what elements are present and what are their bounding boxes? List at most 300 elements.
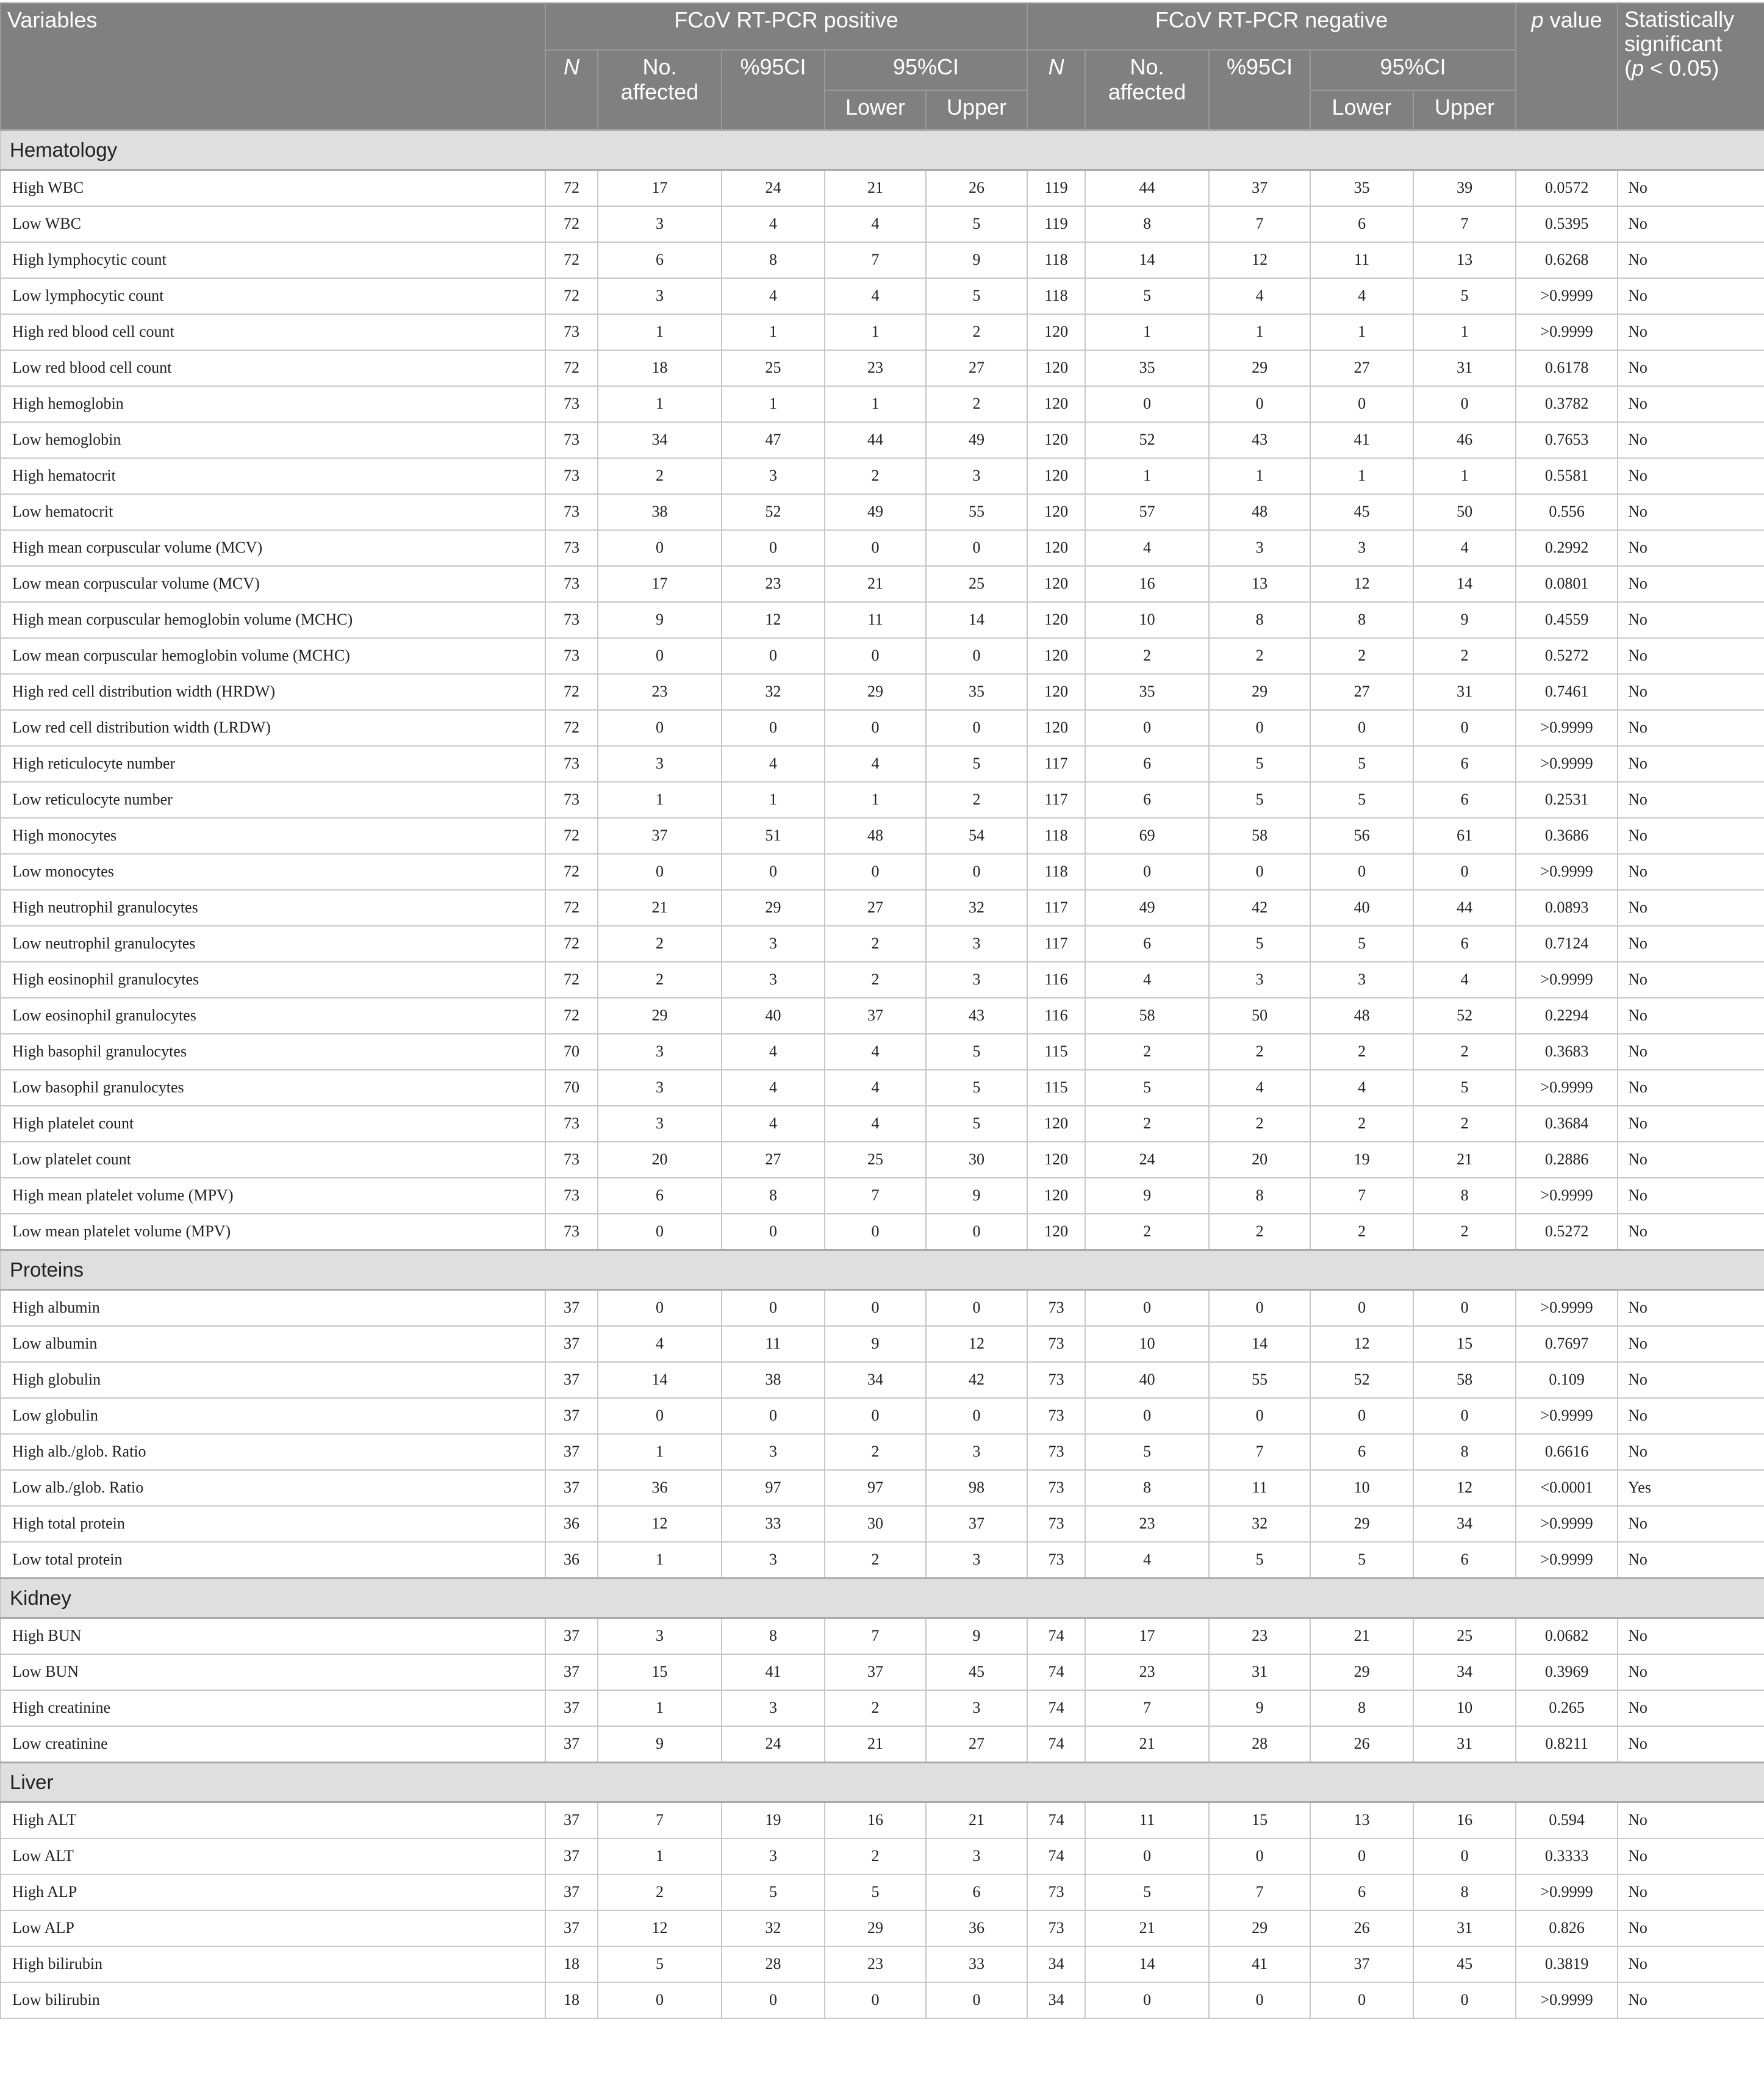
cell-pos-n: 73	[545, 386, 598, 422]
cell-pos-upper: 5	[926, 1070, 1027, 1106]
cell-neg-pct-ci: 0	[1209, 1289, 1310, 1326]
cell-variable: Low BUN	[1, 1654, 545, 1690]
cell-pos-pct-ci: 4	[722, 1070, 825, 1106]
cell-pos-n: 72	[545, 242, 598, 278]
cell-pos-n: 70	[545, 1034, 598, 1070]
cell-neg-pct-ci: 48	[1209, 494, 1310, 530]
cell-pos-n: 37	[545, 1289, 598, 1326]
table-row	[1, 170, 1764, 206]
cell-neg-upper: 46	[1413, 422, 1516, 458]
cell-neg-affected: 24	[1085, 1142, 1209, 1178]
cell-p-value: 0.3782	[1516, 386, 1618, 422]
cell-pos-pct-ci: 40	[722, 998, 825, 1034]
cell-p-value: 0.5272	[1516, 1214, 1618, 1250]
cell-pos-pct-ci: 0	[722, 1982, 825, 2018]
cell-neg-upper: 4	[1413, 530, 1516, 566]
cell-neg-upper: 0	[1413, 1982, 1516, 2018]
cell-significant: No	[1618, 710, 1764, 746]
cell-pos-affected: 36	[598, 1470, 722, 1506]
cell-significant: No	[1618, 242, 1764, 278]
cell-neg-n: 73	[1027, 1434, 1085, 1470]
cell-variable: Low albumin	[1, 1326, 545, 1362]
cell-pos-affected: 17	[598, 170, 722, 206]
cell-neg-pct-ci: 2	[1209, 1034, 1310, 1070]
cell-neg-pct-ci: 29	[1209, 1910, 1310, 1946]
cell-pos-lower: 2	[825, 1434, 926, 1470]
cell-variable: High bilirubin	[1, 1946, 545, 1982]
cell-neg-n: 116	[1027, 962, 1085, 998]
cell-neg-upper: 4	[1413, 962, 1516, 998]
cell-neg-upper: 6	[1413, 926, 1516, 962]
cell-pos-lower: 49	[825, 494, 926, 530]
n-label: N	[564, 54, 579, 79]
cell-neg-lower: 0	[1310, 1982, 1413, 2018]
cell-neg-lower: 3	[1310, 530, 1413, 566]
cell-p-value: >0.9999	[1516, 1070, 1618, 1106]
cell-pos-affected: 37	[598, 818, 722, 854]
header-neg-ci: 95%CI	[1310, 50, 1516, 90]
cell-neg-n: 120	[1027, 1178, 1085, 1214]
cell-significant: No	[1618, 1838, 1764, 1874]
cell-neg-affected: 4	[1085, 962, 1209, 998]
cell-pos-pct-ci: 0	[722, 1214, 825, 1250]
header-neg-affected: No. affected	[1085, 50, 1209, 130]
cell-pos-pct-ci: 3	[722, 1542, 825, 1579]
cell-pos-n: 73	[545, 1178, 598, 1214]
cell-pos-n: 73	[545, 1106, 598, 1142]
cell-neg-upper: 34	[1413, 1654, 1516, 1690]
cell-significant: No	[1618, 386, 1764, 422]
cell-pos-pct-ci: 47	[722, 422, 825, 458]
cell-variable: Low monocytes	[1, 854, 545, 890]
cell-pos-affected: 3	[598, 206, 722, 242]
cell-neg-pct-ci: 2	[1209, 1106, 1310, 1142]
cell-pos-upper: 6	[926, 1874, 1027, 1910]
cell-neg-n: 120	[1027, 1142, 1085, 1178]
cell-pos-pct-ci: 29	[722, 890, 825, 926]
cell-pos-lower: 0	[825, 530, 926, 566]
cell-pos-upper: 0	[926, 1214, 1027, 1250]
table-row	[1, 998, 1764, 1034]
cell-variable: Low bilirubin	[1, 1982, 545, 2018]
cell-neg-lower: 26	[1310, 1726, 1413, 1763]
cell-neg-affected: 0	[1085, 1838, 1209, 1874]
cell-neg-lower: 4	[1310, 278, 1413, 314]
cell-significant: No	[1618, 278, 1764, 314]
cell-p-value: 0.3333	[1516, 1838, 1618, 1874]
header-pos-n	[545, 50, 598, 130]
cell-variable: High lymphocytic count	[1, 242, 545, 278]
cell-variable: High mean corpuscular hemoglobin volume (MCHC)	[1, 602, 545, 638]
cell-pos-upper: 5	[926, 1106, 1027, 1142]
cell-pos-lower: 0	[825, 1289, 926, 1326]
cell-neg-upper: 0	[1413, 386, 1516, 422]
cell-pos-upper: 3	[926, 1542, 1027, 1579]
cell-significant: No	[1618, 1326, 1764, 1362]
cell-neg-n: 119	[1027, 170, 1085, 206]
cell-pos-pct-ci: 3	[722, 458, 825, 494]
cell-neg-pct-ci: 37	[1209, 170, 1310, 206]
cell-neg-n: 73	[1027, 1289, 1085, 1326]
cell-pos-n: 37	[545, 1802, 598, 1838]
header-pos-lower: Lower	[825, 90, 926, 130]
cell-neg-pct-ci: 29	[1209, 674, 1310, 710]
cell-neg-pct-ci: 8	[1209, 602, 1310, 638]
cell-neg-lower: 2	[1310, 638, 1413, 674]
cell-pos-lower: 0	[825, 1398, 926, 1434]
cell-variable: High hemoglobin	[1, 386, 545, 422]
cell-significant: No	[1618, 818, 1764, 854]
cell-significant: No	[1618, 314, 1764, 350]
cell-pos-lower: 30	[825, 1506, 926, 1542]
cell-pos-affected: 23	[598, 674, 722, 710]
cell-pos-upper: 2	[926, 386, 1027, 422]
cell-neg-pct-ci: 55	[1209, 1362, 1310, 1398]
table-row	[1, 1506, 1764, 1542]
cell-p-value: 0.594	[1516, 1802, 1618, 1838]
cell-pos-pct-ci: 12	[722, 602, 825, 638]
cell-pos-pct-ci: 3	[722, 1838, 825, 1874]
cell-pos-upper: 49	[926, 422, 1027, 458]
cell-neg-pct-ci: 41	[1209, 1946, 1310, 1982]
cell-pos-n: 73	[545, 1142, 598, 1178]
cell-variable: Low mean platelet volume (MPV)	[1, 1214, 545, 1250]
cell-pos-n: 73	[545, 566, 598, 602]
cell-neg-upper: 1	[1413, 314, 1516, 350]
cell-pos-affected: 29	[598, 998, 722, 1034]
cell-pos-pct-ci: 4	[722, 1106, 825, 1142]
cell-pos-pct-ci: 8	[722, 242, 825, 278]
cell-pos-n: 37	[545, 1326, 598, 1362]
cell-neg-n: 120	[1027, 1214, 1085, 1250]
table-row	[1, 1034, 1764, 1070]
cell-neg-affected: 0	[1085, 1982, 1209, 2018]
cell-pos-lower: 29	[825, 1910, 926, 1946]
cell-significant: No	[1618, 1802, 1764, 1838]
cell-neg-pct-ci: 0	[1209, 386, 1310, 422]
cell-pos-n: 37	[545, 1618, 598, 1654]
cell-pos-pct-ci: 4	[722, 1034, 825, 1070]
table-row	[1, 1326, 1764, 1362]
cell-pos-pct-ci: 3	[722, 962, 825, 998]
cell-pos-n: 72	[545, 890, 598, 926]
cell-p-value: >0.9999	[1516, 1398, 1618, 1434]
cell-neg-lower: 41	[1310, 422, 1413, 458]
cell-pos-pct-ci: 97	[722, 1470, 825, 1506]
cell-neg-pct-ci: 2	[1209, 638, 1310, 674]
cell-significant: No	[1618, 1434, 1764, 1470]
cell-p-value: 0.0893	[1516, 890, 1618, 926]
cell-pos-affected: 3	[598, 746, 722, 782]
cell-neg-n: 120	[1027, 530, 1085, 566]
cell-neg-pct-ci: 13	[1209, 566, 1310, 602]
table-row	[1, 890, 1764, 926]
table-row	[1, 1874, 1764, 1910]
table-row	[1, 1178, 1764, 1214]
cell-pos-n: 36	[545, 1542, 598, 1579]
cell-neg-upper: 13	[1413, 242, 1516, 278]
table-row	[1, 314, 1764, 350]
cell-neg-n: 73	[1027, 1326, 1085, 1362]
cell-neg-lower: 2	[1310, 1034, 1413, 1070]
cell-neg-lower: 40	[1310, 890, 1413, 926]
header-pos-pct-ci: %95CI	[722, 50, 825, 130]
cell-pos-n: 72	[545, 206, 598, 242]
table-body	[1, 130, 1764, 2018]
table-row	[1, 350, 1764, 386]
cell-pos-n: 37	[545, 1910, 598, 1946]
cell-pos-lower: 2	[825, 962, 926, 998]
cell-significant: No	[1618, 1874, 1764, 1910]
cell-neg-pct-ci: 5	[1209, 746, 1310, 782]
header-variables: Variables	[1, 3, 545, 130]
table-row	[1, 1362, 1764, 1398]
cell-variable: Low hematocrit	[1, 494, 545, 530]
table-row	[1, 638, 1764, 674]
table-row	[1, 1289, 1764, 1326]
p-value-label: value	[1543, 7, 1602, 32]
cell-neg-n: 120	[1027, 566, 1085, 602]
table-header	[1, 3, 1764, 130]
table-row	[1, 1982, 1764, 2018]
section-header-row	[1, 1250, 1764, 1289]
cell-neg-lower: 7	[1310, 1178, 1413, 1214]
cell-neg-n: 118	[1027, 818, 1085, 854]
cell-neg-affected: 0	[1085, 710, 1209, 746]
cell-variable: High ALT	[1, 1802, 545, 1838]
cell-significant: No	[1618, 422, 1764, 458]
cell-neg-pct-ci: 5	[1209, 1542, 1310, 1579]
cell-neg-lower: 1	[1310, 314, 1413, 350]
cell-pos-n: 37	[545, 1362, 598, 1398]
cell-variable: Low total protein	[1, 1542, 545, 1579]
cell-p-value: >0.9999	[1516, 1982, 1618, 2018]
table-row	[1, 278, 1764, 314]
cell-variable: Low mean corpuscular volume (MCV)	[1, 566, 545, 602]
cell-neg-n: 120	[1027, 314, 1085, 350]
cell-neg-affected: 52	[1085, 422, 1209, 458]
cell-neg-lower: 2	[1310, 1106, 1413, 1142]
cell-pos-affected: 1	[598, 782, 722, 818]
cell-neg-lower: 0	[1310, 1398, 1413, 1434]
header-neg-lower: Lower	[1310, 90, 1413, 130]
cell-neg-upper: 14	[1413, 566, 1516, 602]
cell-neg-pct-ci: 42	[1209, 890, 1310, 926]
cell-pos-pct-ci: 32	[722, 1910, 825, 1946]
cell-pos-affected: 2	[598, 926, 722, 962]
cell-pos-upper: 21	[926, 1802, 1027, 1838]
cell-pos-lower: 5	[825, 1874, 926, 1910]
table-row	[1, 602, 1764, 638]
cell-neg-lower: 0	[1310, 854, 1413, 890]
cell-neg-affected: 1	[1085, 314, 1209, 350]
cell-pos-affected: 0	[598, 638, 722, 674]
cell-pos-n: 36	[545, 1506, 598, 1542]
cell-significant: No	[1618, 1106, 1764, 1142]
cell-p-value: 0.0572	[1516, 170, 1618, 206]
cell-neg-lower: 1	[1310, 458, 1413, 494]
cell-neg-n: 73	[1027, 1362, 1085, 1398]
cell-neg-affected: 21	[1085, 1910, 1209, 1946]
cell-neg-pct-ci: 23	[1209, 1618, 1310, 1654]
cell-neg-upper: 44	[1413, 890, 1516, 926]
cell-neg-n: 117	[1027, 926, 1085, 962]
cell-pos-pct-ci: 38	[722, 1362, 825, 1398]
cell-variable: High WBC	[1, 170, 545, 206]
cell-pos-affected: 15	[598, 1654, 722, 1690]
section-header-row	[1, 130, 1764, 170]
cell-pos-affected: 6	[598, 242, 722, 278]
cell-pos-upper: 27	[926, 350, 1027, 386]
cell-neg-pct-ci: 4	[1209, 1070, 1310, 1106]
cell-pos-lower: 7	[825, 1178, 926, 1214]
cell-pos-affected: 20	[598, 1142, 722, 1178]
header-neg-n	[1027, 50, 1085, 130]
cell-pos-lower: 4	[825, 278, 926, 314]
cell-p-value: 0.6268	[1516, 242, 1618, 278]
cell-pos-affected: 6	[598, 1178, 722, 1214]
cell-variable: Low lymphocytic count	[1, 278, 545, 314]
cell-neg-n: 73	[1027, 1874, 1085, 1910]
cell-pos-affected: 18	[598, 350, 722, 386]
cell-pos-affected: 9	[598, 602, 722, 638]
cell-pos-n: 73	[545, 782, 598, 818]
cell-pos-upper: 3	[926, 926, 1027, 962]
cell-pos-upper: 9	[926, 1178, 1027, 1214]
cell-neg-pct-ci: 14	[1209, 1326, 1310, 1362]
cell-neg-n: 34	[1027, 1946, 1085, 1982]
cell-pos-pct-ci: 8	[722, 1178, 825, 1214]
cell-variable: Low basophil granulocytes	[1, 1070, 545, 1106]
cell-pos-n: 18	[545, 1946, 598, 1982]
cell-pos-upper: 2	[926, 314, 1027, 350]
cell-neg-affected: 8	[1085, 1470, 1209, 1506]
cell-neg-lower: 2	[1310, 1214, 1413, 1250]
cell-pos-lower: 1	[825, 314, 926, 350]
cell-pos-upper: 0	[926, 854, 1027, 890]
cell-neg-affected: 2	[1085, 638, 1209, 674]
cell-neg-affected: 2	[1085, 1034, 1209, 1070]
cell-neg-pct-ci: 43	[1209, 422, 1310, 458]
cell-neg-lower: 0	[1310, 386, 1413, 422]
cell-neg-lower: 6	[1310, 1434, 1413, 1470]
cell-neg-lower: 56	[1310, 818, 1413, 854]
cell-neg-pct-ci: 3	[1209, 962, 1310, 998]
cell-pos-upper: 35	[926, 674, 1027, 710]
table-row	[1, 530, 1764, 566]
cell-pos-affected: 2	[598, 962, 722, 998]
cell-neg-pct-ci: 7	[1209, 206, 1310, 242]
cell-pos-pct-ci: 4	[722, 206, 825, 242]
cell-pos-n: 73	[545, 422, 598, 458]
table-row	[1, 1142, 1764, 1178]
cell-pos-affected: 3	[598, 1106, 722, 1142]
cell-pos-pct-ci: 19	[722, 1802, 825, 1838]
cell-neg-upper: 9	[1413, 602, 1516, 638]
cell-neg-lower: 48	[1310, 998, 1413, 1034]
cell-significant: No	[1618, 1506, 1764, 1542]
cell-pos-lower: 7	[825, 242, 926, 278]
cell-neg-pct-ci: 15	[1209, 1802, 1310, 1838]
cell-pos-affected: 3	[598, 1034, 722, 1070]
cell-pos-lower: 23	[825, 350, 926, 386]
cell-p-value: 0.7697	[1516, 1326, 1618, 1362]
cell-pos-affected: 5	[598, 1946, 722, 1982]
cell-pos-lower: 4	[825, 1106, 926, 1142]
cell-pos-lower: 0	[825, 1214, 926, 1250]
cell-pos-n: 37	[545, 1470, 598, 1506]
table-row	[1, 1106, 1764, 1142]
cell-pos-lower: 0	[825, 854, 926, 890]
cell-significant: No	[1618, 782, 1764, 818]
cell-variable: Low hemoglobin	[1, 422, 545, 458]
cell-neg-lower: 6	[1310, 206, 1413, 242]
cell-p-value: 0.2531	[1516, 782, 1618, 818]
cell-variable: Low creatinine	[1, 1726, 545, 1763]
cell-neg-lower: 0	[1310, 1289, 1413, 1326]
cell-pos-upper: 0	[926, 638, 1027, 674]
cell-neg-lower: 3	[1310, 962, 1413, 998]
cell-neg-lower: 27	[1310, 350, 1413, 386]
cell-neg-pct-ci: 5	[1209, 782, 1310, 818]
cell-neg-affected: 35	[1085, 350, 1209, 386]
cell-neg-lower: 5	[1310, 926, 1413, 962]
cell-pos-upper: 33	[926, 1946, 1027, 1982]
cell-neg-upper: 2	[1413, 638, 1516, 674]
cell-pos-lower: 2	[825, 1542, 926, 1579]
cell-neg-n: 74	[1027, 1654, 1085, 1690]
table-row	[1, 1618, 1764, 1654]
cell-neg-lower: 12	[1310, 566, 1413, 602]
cell-variable: High ALP	[1, 1874, 545, 1910]
cell-neg-affected: 40	[1085, 1362, 1209, 1398]
cell-pos-lower: 16	[825, 1802, 926, 1838]
cell-variable: Low platelet count	[1, 1142, 545, 1178]
threshold-label: < 0.05)	[1644, 56, 1719, 81]
header-neg-pct-ci: %95CI	[1209, 50, 1310, 130]
cell-pos-lower: 1	[825, 386, 926, 422]
cell-p-value: 0.556	[1516, 494, 1618, 530]
cell-neg-pct-ci: 0	[1209, 854, 1310, 890]
cell-pos-pct-ci: 11	[722, 1326, 825, 1362]
cell-pos-affected: 3	[598, 1070, 722, 1106]
cell-neg-upper: 5	[1413, 278, 1516, 314]
cell-p-value: >0.9999	[1516, 1542, 1618, 1579]
cell-neg-upper: 8	[1413, 1434, 1516, 1470]
cell-neg-affected: 69	[1085, 818, 1209, 854]
cell-neg-n: 118	[1027, 242, 1085, 278]
cell-neg-upper: 31	[1413, 674, 1516, 710]
cell-neg-affected: 0	[1085, 386, 1209, 422]
cell-pos-upper: 0	[926, 1398, 1027, 1434]
cell-pos-pct-ci: 32	[722, 674, 825, 710]
cell-pos-affected: 2	[598, 1874, 722, 1910]
cell-significant: No	[1618, 1726, 1764, 1763]
table-row	[1, 1070, 1764, 1106]
cell-significant: No	[1618, 854, 1764, 890]
cell-neg-n: 73	[1027, 1542, 1085, 1579]
header-positive: FCoV RT-PCR positive	[545, 3, 1027, 50]
table-row	[1, 1398, 1764, 1434]
cell-significant: No	[1618, 206, 1764, 242]
cell-pos-affected: 0	[598, 710, 722, 746]
cell-neg-pct-ci: 8	[1209, 1178, 1310, 1214]
cell-significant: No	[1618, 350, 1764, 386]
cell-neg-n: 120	[1027, 710, 1085, 746]
cell-neg-n: 120	[1027, 350, 1085, 386]
cell-p-value: 0.3819	[1516, 1946, 1618, 1982]
table-row	[1, 1910, 1764, 1946]
